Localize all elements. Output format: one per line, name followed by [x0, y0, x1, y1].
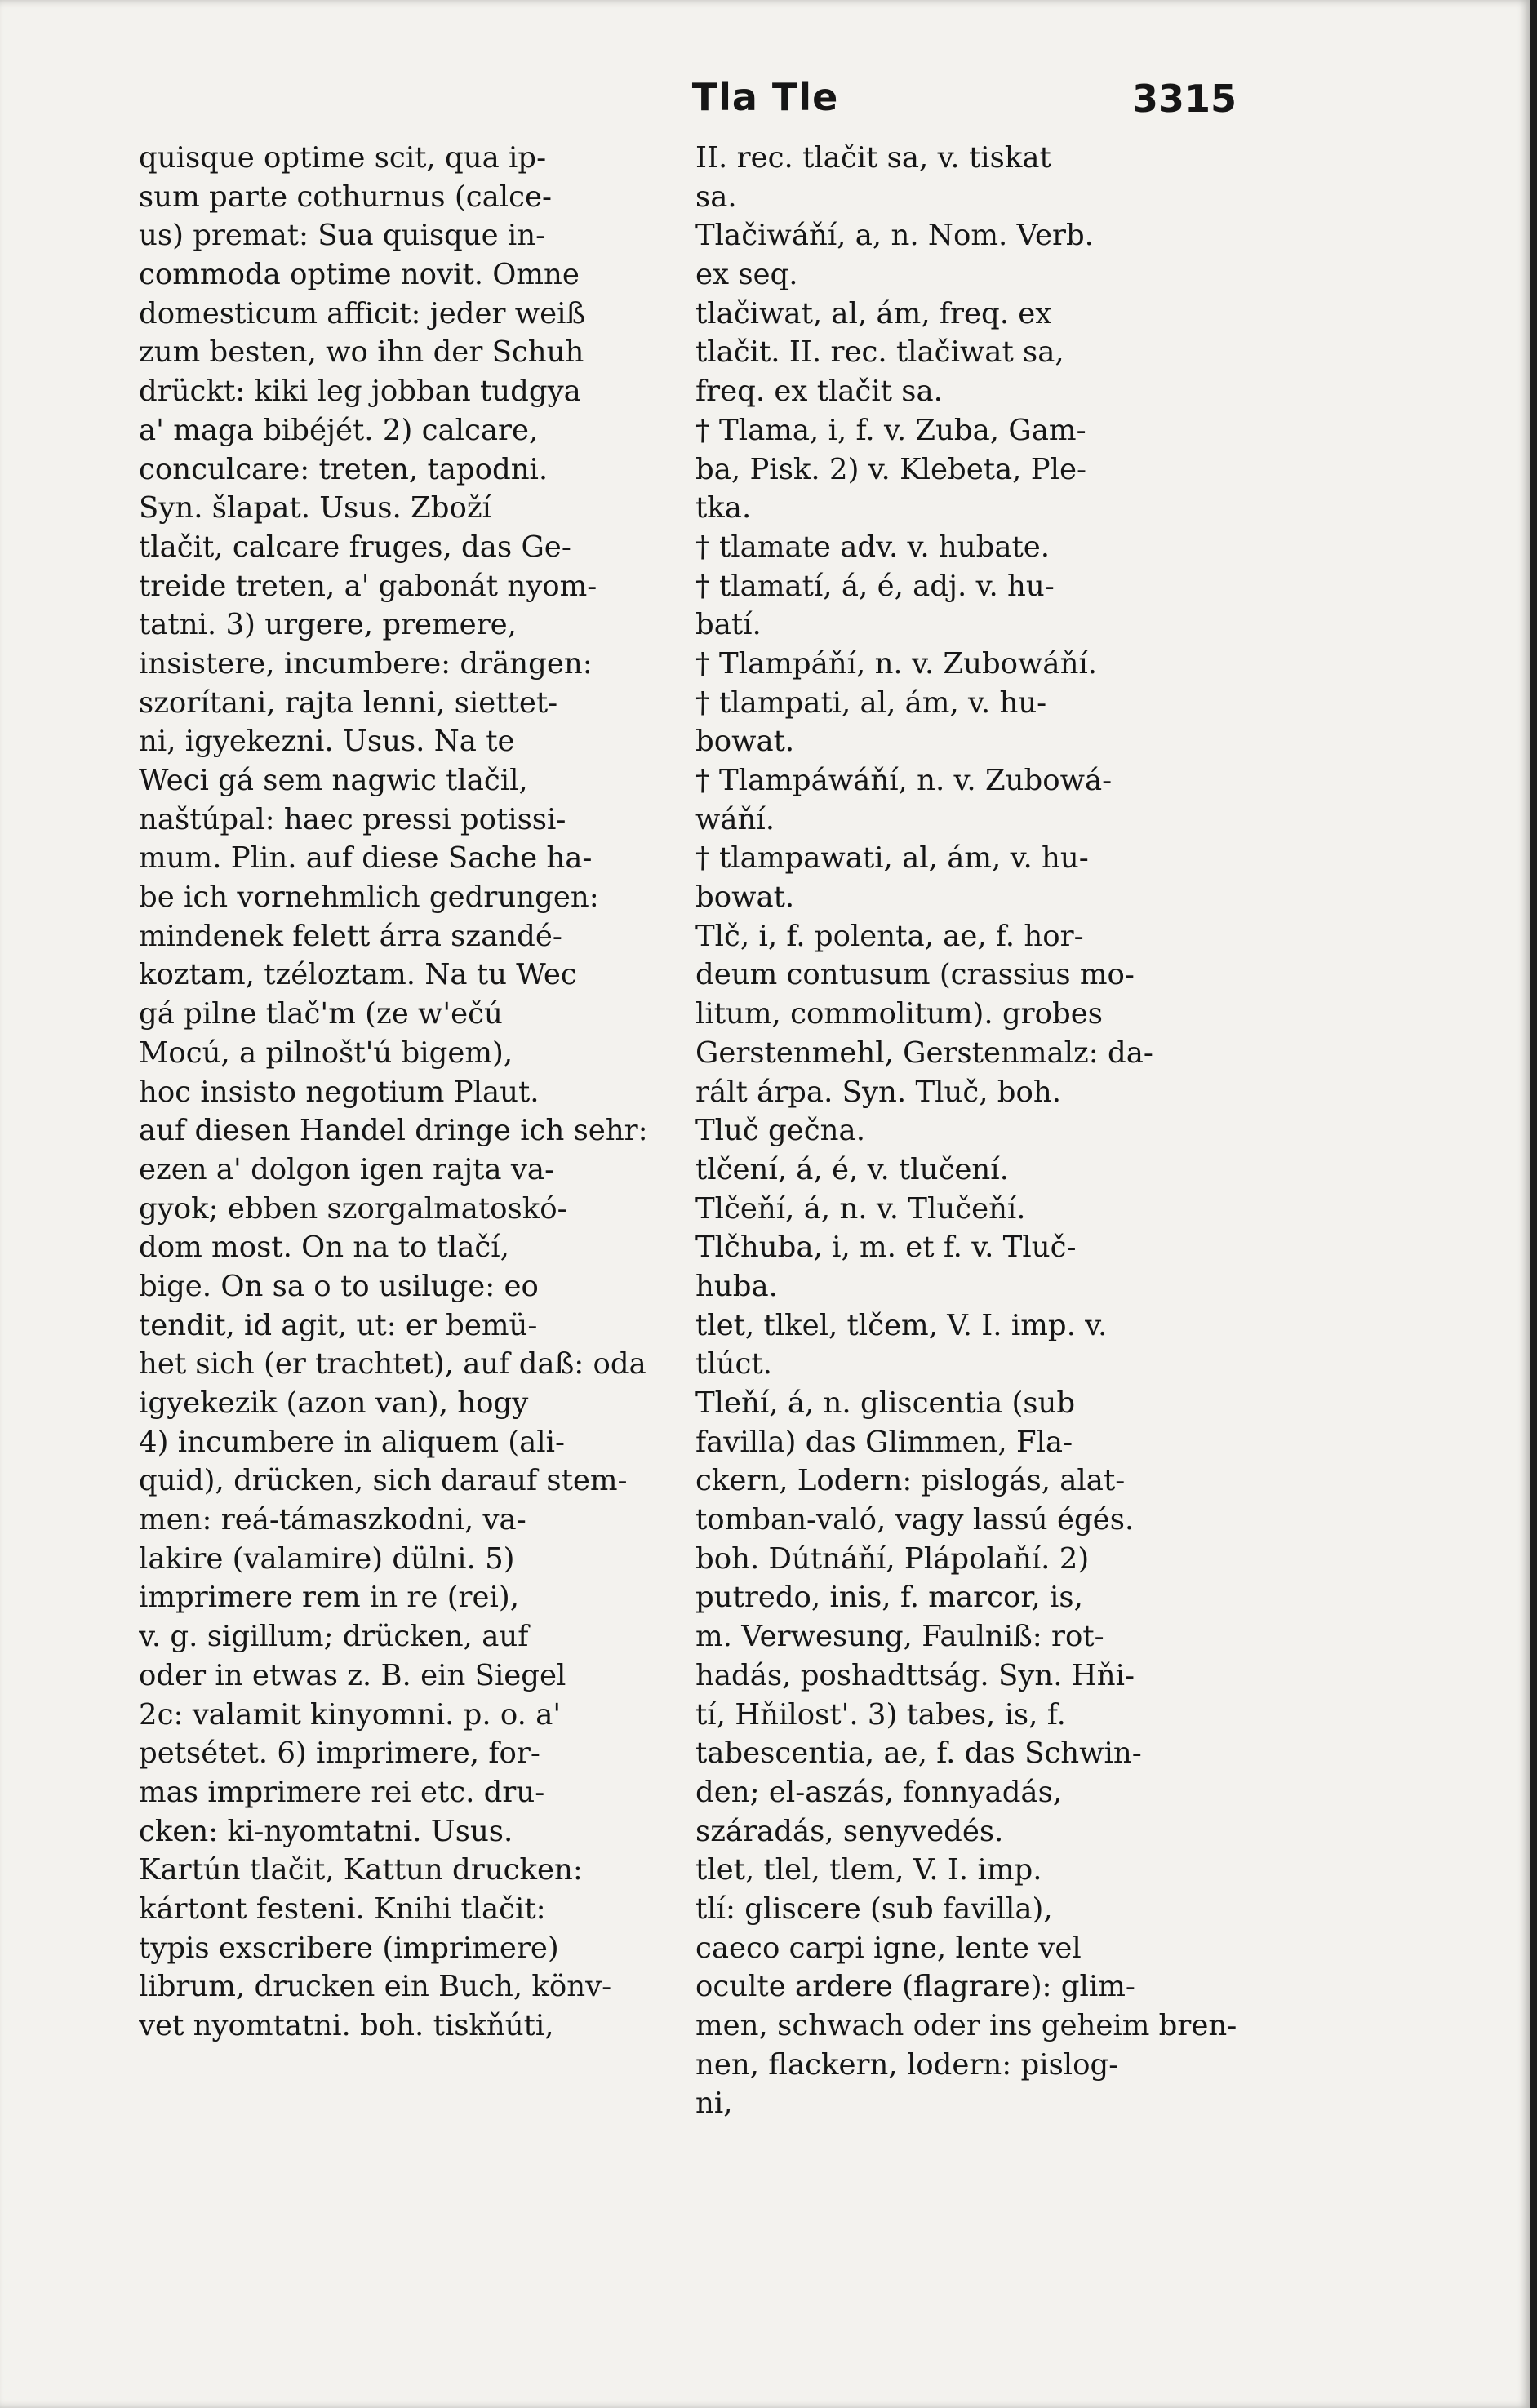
text-line: tlúct.: [695, 1347, 772, 1381]
text-line: tka.: [695, 491, 752, 526]
text-line: drückt: kiki leg jobban tudgya: [139, 375, 581, 409]
text-line: Tlčeňí, á, n. v. Tlučeňí.: [695, 1191, 1026, 1226]
text-line: den; el-aszás, fonnyadás,: [695, 1775, 1063, 1809]
text-line: ba, Pisk. 2) v. Klebeta, Ple-: [695, 452, 1086, 486]
text-line: conculcare: treten, tapodni.: [139, 452, 549, 486]
text-line: sum parte cothurnus (calce-: [139, 180, 553, 214]
text-line: caeco carpi igne, lente vel: [695, 1931, 1082, 1965]
text-line: petsétet. 6) imprimere, for-: [139, 1736, 540, 1771]
text-line: freq. ex tlačit sa.: [695, 375, 943, 409]
text-line: nen, flackern, lodern: pislog-: [695, 2047, 1119, 2082]
text-line: tlačiwat, al, ám, freq. ex: [695, 296, 1052, 330]
text-line: ni,: [695, 2086, 733, 2121]
text-line: favilla) das Glimmen, Fla-: [695, 1425, 1073, 1459]
text-line: sa.: [695, 180, 737, 214]
text-line: ezen a' dolgon igen rajta va-: [139, 1152, 555, 1186]
text-line: száradás, senyvedés.: [695, 1814, 1004, 1848]
text-line: 4) incumbere in aliquem (ali-: [139, 1425, 565, 1459]
text-line: imprimere rem in re (rei),: [139, 1581, 520, 1615]
running-head-title: Tla Tle: [691, 75, 839, 119]
text-line: tabescentia, ae, f. das Schwin-: [695, 1736, 1142, 1771]
text-line: tlí: gliscere (sub favilla),: [695, 1891, 1053, 1926]
text-line: commoda optime novit. Omne: [139, 258, 580, 292]
text-line: men, schwach oder ins geheim bren-: [695, 2009, 1237, 2042]
text-line: mindenek felett árra szandé-: [139, 919, 562, 953]
text-line: bowat.: [695, 725, 795, 759]
text-line: tlačit, calcare fruges, das Ge-: [139, 530, 571, 564]
text-line: deum contusum (crassius mo-: [695, 958, 1135, 992]
text-line: igyekezik (azon van), hogy: [139, 1386, 529, 1420]
text-line: mas imprimere rei etc. dru-: [139, 1775, 545, 1809]
text-line: het sich (er trachtet), auf daß: oda: [139, 1347, 646, 1381]
right-column: [695, 139, 1267, 2123]
text-line: Tlč, i, f. polenta, ae, f. hor-: [695, 919, 1084, 953]
text-line: kártont festeni. Knihi tlačit:: [139, 1891, 546, 1926]
text-line: Tleňí, á, n. gliscentia (sub: [695, 1386, 1076, 1420]
text-line: † Tlampáwáňí, n. v. Zubowá-: [695, 764, 1113, 797]
text-line: † Tlama, i, f. v. Zuba, Gam-: [695, 413, 1086, 447]
text-line: insistere, incumbere: drängen:: [139, 646, 593, 681]
text-line: hoc insisto negotium Plaut.: [139, 1075, 540, 1109]
text-line: quisque optime scit, qua ip-: [139, 141, 547, 175]
text-line: † tlampati, al, ám, v. hu-: [695, 685, 1047, 720]
text-line: a' maga bibéjét. 2) calcare,: [139, 413, 539, 447]
page-number: 3315: [1131, 77, 1237, 121]
text-line: Weci gá sem nagwic tlačil,: [139, 764, 528, 797]
text-line: rált árpa. Syn. Tluč, boh.: [695, 1075, 1062, 1109]
text-line: ex seq.: [695, 258, 798, 292]
text-line: boh. Dútnáňí, Plápolaňí. 2): [695, 1541, 1090, 1576]
text-line: m. Verwesung, Faulniß: rot-: [695, 1620, 1104, 1654]
text-line: putredo, inis, f. marcor, is,: [695, 1581, 1083, 1615]
text-line: bige. On sa o to usiluge: eo: [139, 1269, 539, 1303]
text-line: gá pilne tlač'm (ze w'ečú: [139, 997, 503, 1031]
text-line: zum besten, wo ihn der Schuh: [139, 335, 584, 370]
text-line: Syn. šlapat. Usus. Zboží: [139, 491, 491, 526]
text-line: † Tlampáňí, n. v. Zubowáňí.: [695, 646, 1098, 681]
text-line: tatni. 3) urgere, premere,: [139, 608, 517, 642]
text-line: bowat.: [695, 880, 795, 915]
text-line: ckern, Lodern: pislogás, alat-: [695, 1464, 1126, 1498]
text-line: tlačit. II. rec. tlačiwat sa,: [695, 335, 1064, 370]
text-line: naštúpal: haec pressi potissi-: [139, 802, 566, 836]
text-line: us) premat: Sua quisque in-: [139, 219, 546, 253]
text-line: tí, Hňilost'. 3) tabes, is, f.: [695, 1697, 1066, 1732]
text-line: lakire (valamire) dülni. 5): [139, 1541, 515, 1576]
text-line: † tlamatí, á, é, adj. v. hu-: [695, 569, 1055, 603]
text-line: mum. Plin. auf diese Sache ha-: [139, 841, 593, 876]
text-line: tomban-való, vagy lassú égés.: [695, 1503, 1135, 1537]
text-line: domesticum afficit: jeder weiß: [139, 296, 586, 330]
text-line: Mocú, a pilnošt'ú bigem),: [139, 1035, 513, 1070]
text-line: oculte ardere (flagrare): glim-: [695, 1970, 1135, 2004]
text-line: be ich vornehmlich gedrungen:: [139, 880, 599, 915]
text-line: huba.: [695, 1269, 778, 1303]
text-line: litum, commolitum). grobes: [695, 997, 1103, 1031]
text-line: wáňí.: [695, 802, 775, 836]
text-line: quid), drücken, sich darauf stem-: [139, 1464, 628, 1498]
text-line: szorítani, rajta lenni, siettet-: [139, 685, 558, 720]
text-line: dom most. On na to tlačí,: [139, 1231, 509, 1265]
text-line: vet nyomtatni. boh. tiskňúti,: [139, 2009, 554, 2042]
text-line: II. rec. tlačit sa, v. tiskat: [695, 141, 1051, 175]
text-line: tendit, id agit, ut: er bemü-: [139, 1308, 538, 1342]
text-line: tlet, tlel, tlem, V. I. imp.: [695, 1853, 1042, 1887]
text-line: Kartún tlačit, Kattun drucken:: [139, 1853, 583, 1887]
text-line: hadás, poshadttság. Syn. Hňi-: [695, 1658, 1135, 1692]
text-line: cken: ki-nyomtatni. Usus.: [139, 1814, 513, 1848]
text-line: v. g. sigillum; drücken, auf: [139, 1620, 529, 1654]
text-line: Tlčhuba, i, m. et f. v. Tluč-: [695, 1231, 1077, 1265]
text-line: gyok; ebben szorgalmatoskó-: [139, 1191, 567, 1226]
text-line: tlčení, á, é, v. tlučení.: [695, 1152, 1009, 1186]
text-line: men: reá-támaszkodni, va-: [139, 1503, 526, 1537]
text-line: batí.: [695, 608, 762, 642]
text-line: auf diesen Handel dringe ich sehr:: [139, 1114, 648, 1148]
text-line: † tlampawati, al, ám, v. hu-: [695, 841, 1089, 876]
text-line: Tluč gečna.: [695, 1114, 865, 1148]
text-line: 2c: valamit kinyomni. p. o. a': [139, 1697, 562, 1732]
text-line: Tlačiwáňí, a, n. Nom. Verb.: [695, 219, 1094, 253]
text-line: ni, igyekezni. Usus. Na te: [139, 725, 515, 759]
text-line: † tlamate adv. v. hubate.: [695, 530, 1051, 564]
text-line: koztam, tzéloztam. Na tu Wec: [139, 958, 577, 992]
text-line: treide treten, a' gabonát nyom-: [139, 569, 597, 603]
text-line: librum, drucken ein Buch, könv-: [139, 1970, 612, 2004]
text-line: typis exscribere (imprimere): [139, 1931, 559, 1965]
text-line: tlet, tlkel, tlčem, V. I. imp. v.: [695, 1308, 1108, 1342]
left-column: [139, 139, 710, 2046]
text-line: Gerstenmehl, Gerstenmalz: da-: [695, 1035, 1153, 1070]
text-line: oder in etwas z. B. ein Siegel: [139, 1658, 566, 1692]
